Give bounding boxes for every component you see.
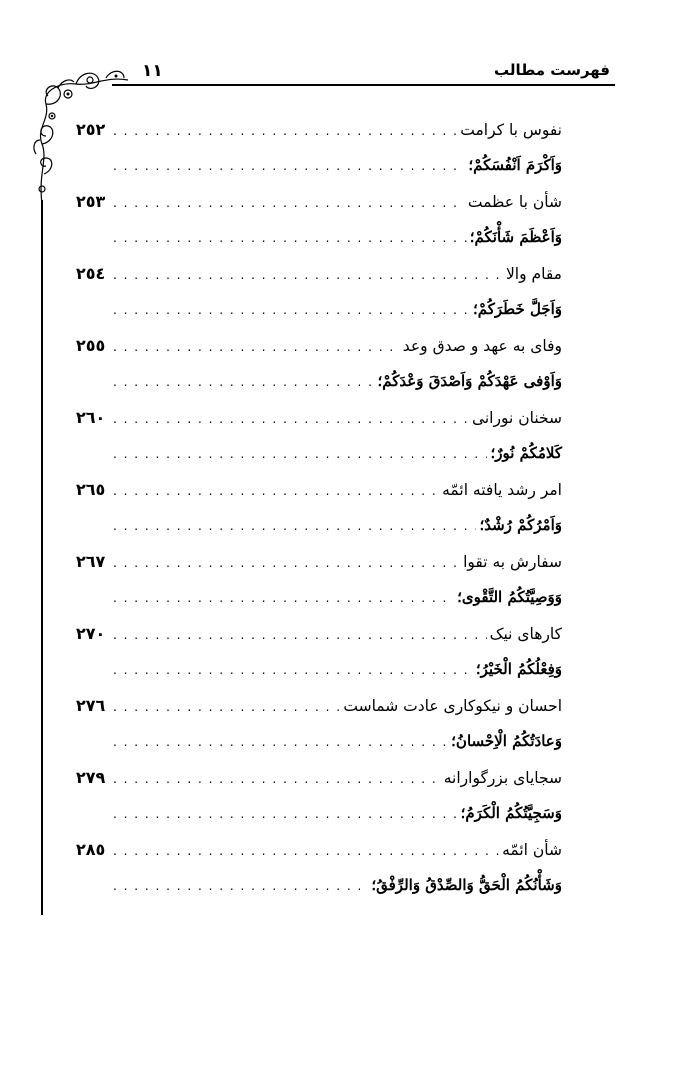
toc-entry bbox=[76, 296, 562, 332]
entry-page-number: ٢٧٩ bbox=[76, 768, 106, 787]
entry-title: وَاَوْفى عَهْدَكُمْ وَاَصْدَقَ وَعْدَكُمْ؛ bbox=[377, 372, 562, 390]
dot-leader bbox=[113, 879, 368, 893]
dot-leader bbox=[113, 556, 460, 570]
entry-title: مقام والا bbox=[505, 265, 562, 283]
entry-page-number: ٢٥٤ bbox=[76, 264, 106, 283]
entry-page-number: ٢٥٥ bbox=[76, 336, 106, 355]
entry-page-number: ٢٧٠ bbox=[76, 624, 106, 643]
toc-entry bbox=[76, 764, 562, 800]
dot-leader bbox=[113, 196, 465, 210]
toc-entry bbox=[76, 872, 562, 908]
entry-title: وَاَمْرُكُمْ رُشْدٌ؛ bbox=[479, 516, 562, 534]
entry-page-number: ٢٧٦ bbox=[76, 696, 106, 715]
toc-entry bbox=[76, 584, 562, 620]
entry-title: وَسَجِيَّتُكُمُ الْكَرَمُ؛ bbox=[460, 804, 562, 822]
entry-page-number: ٢٦٠ bbox=[76, 408, 106, 427]
margin-rule bbox=[41, 200, 43, 915]
toc-entry bbox=[76, 332, 562, 368]
entry-title: وَاَكْرَمَ اَنْفُسَكُمْ؛ bbox=[468, 156, 562, 174]
toc-entry bbox=[76, 476, 562, 512]
toc-entry bbox=[76, 260, 562, 296]
dot-leader bbox=[113, 807, 458, 821]
dot-leader bbox=[113, 772, 441, 786]
entry-title: شأن با عظمت bbox=[467, 193, 562, 211]
dot-leader bbox=[113, 159, 465, 173]
entry-title: سجایای بزرگوارانه bbox=[443, 769, 562, 787]
entry-page-number: ٢٥٢ bbox=[76, 120, 106, 139]
entry-page-number: ٢٦٧ bbox=[76, 552, 106, 571]
toc-entry bbox=[76, 404, 562, 440]
toc-entry bbox=[76, 188, 562, 224]
toc-entry bbox=[76, 728, 562, 764]
toc-entry bbox=[76, 800, 562, 836]
dot-leader bbox=[113, 663, 473, 677]
dot-leader bbox=[113, 844, 499, 858]
entry-title: وَاَعْظَمَ شَأْنَكُمْ؛ bbox=[469, 228, 562, 246]
dot-leader bbox=[113, 231, 467, 245]
toc-entry bbox=[76, 368, 562, 404]
dot-leader bbox=[113, 303, 470, 317]
dot-leader bbox=[113, 484, 439, 498]
dot-leader bbox=[113, 628, 487, 642]
entry-page-number: ٢٦٥ bbox=[76, 480, 106, 499]
page-title: فهرست مطالب bbox=[494, 61, 610, 79]
toc-entry bbox=[76, 512, 562, 548]
dot-leader bbox=[113, 591, 454, 605]
toc-entry bbox=[76, 692, 562, 728]
toc-entry bbox=[76, 836, 562, 872]
toc-entry bbox=[76, 620, 562, 656]
dot-leader bbox=[113, 700, 340, 714]
dot-leader bbox=[113, 447, 487, 461]
toc-entry bbox=[76, 116, 562, 152]
table-of-contents bbox=[76, 116, 562, 908]
entry-title: احسان و نیکوکاری عادت شماست bbox=[343, 697, 562, 715]
entry-title: سخنان نورانی bbox=[471, 409, 562, 427]
entry-title: شأن ائمّه bbox=[502, 841, 562, 859]
entry-title: امر رشد یافته ائمّه bbox=[442, 481, 562, 499]
toc-entry bbox=[76, 224, 562, 260]
entry-title: سفارش به تقوا bbox=[463, 553, 562, 571]
dot-leader bbox=[113, 519, 476, 533]
entry-title: نفوس با کرامت bbox=[460, 121, 562, 139]
dot-leader bbox=[113, 375, 375, 389]
dot-leader bbox=[113, 735, 448, 749]
entry-page-number: ٢٨٥ bbox=[76, 840, 106, 859]
entry-title: وفای به عهد و صدق وعد bbox=[402, 337, 562, 355]
toc-entry bbox=[76, 656, 562, 692]
entry-title: وَعادَتُكُمُ الْاِحْسانُ؛ bbox=[451, 732, 562, 750]
toc-entry bbox=[76, 440, 562, 476]
dot-leader bbox=[113, 124, 457, 138]
entry-title: وَفِعْلُكُمُ الْخَيْرُ؛ bbox=[475, 660, 562, 678]
toc-entry bbox=[76, 548, 562, 584]
header-rule bbox=[112, 84, 615, 86]
entry-title: وَوَصِيَّتُكُمُ التَّقْوى؛ bbox=[457, 588, 562, 606]
entry-page-number: ٢٥٣ bbox=[76, 192, 106, 211]
page-number: ١١ bbox=[142, 61, 163, 81]
entry-title: كَلامُكُمْ نُورٌ؛ bbox=[490, 444, 562, 462]
dot-leader bbox=[113, 268, 503, 282]
entry-title: وَشَأْنُكُمُ الْحَقُّ وَالصِّدْقُ وَالرِّفْقُ؛ bbox=[371, 876, 562, 894]
toc-entry bbox=[76, 152, 562, 188]
entry-title: وَاَجَلَّ خَطَرَكُمْ؛ bbox=[472, 300, 562, 318]
dot-leader bbox=[113, 340, 400, 354]
entry-title: کارهای نیک bbox=[489, 625, 562, 643]
dot-leader bbox=[113, 412, 469, 426]
